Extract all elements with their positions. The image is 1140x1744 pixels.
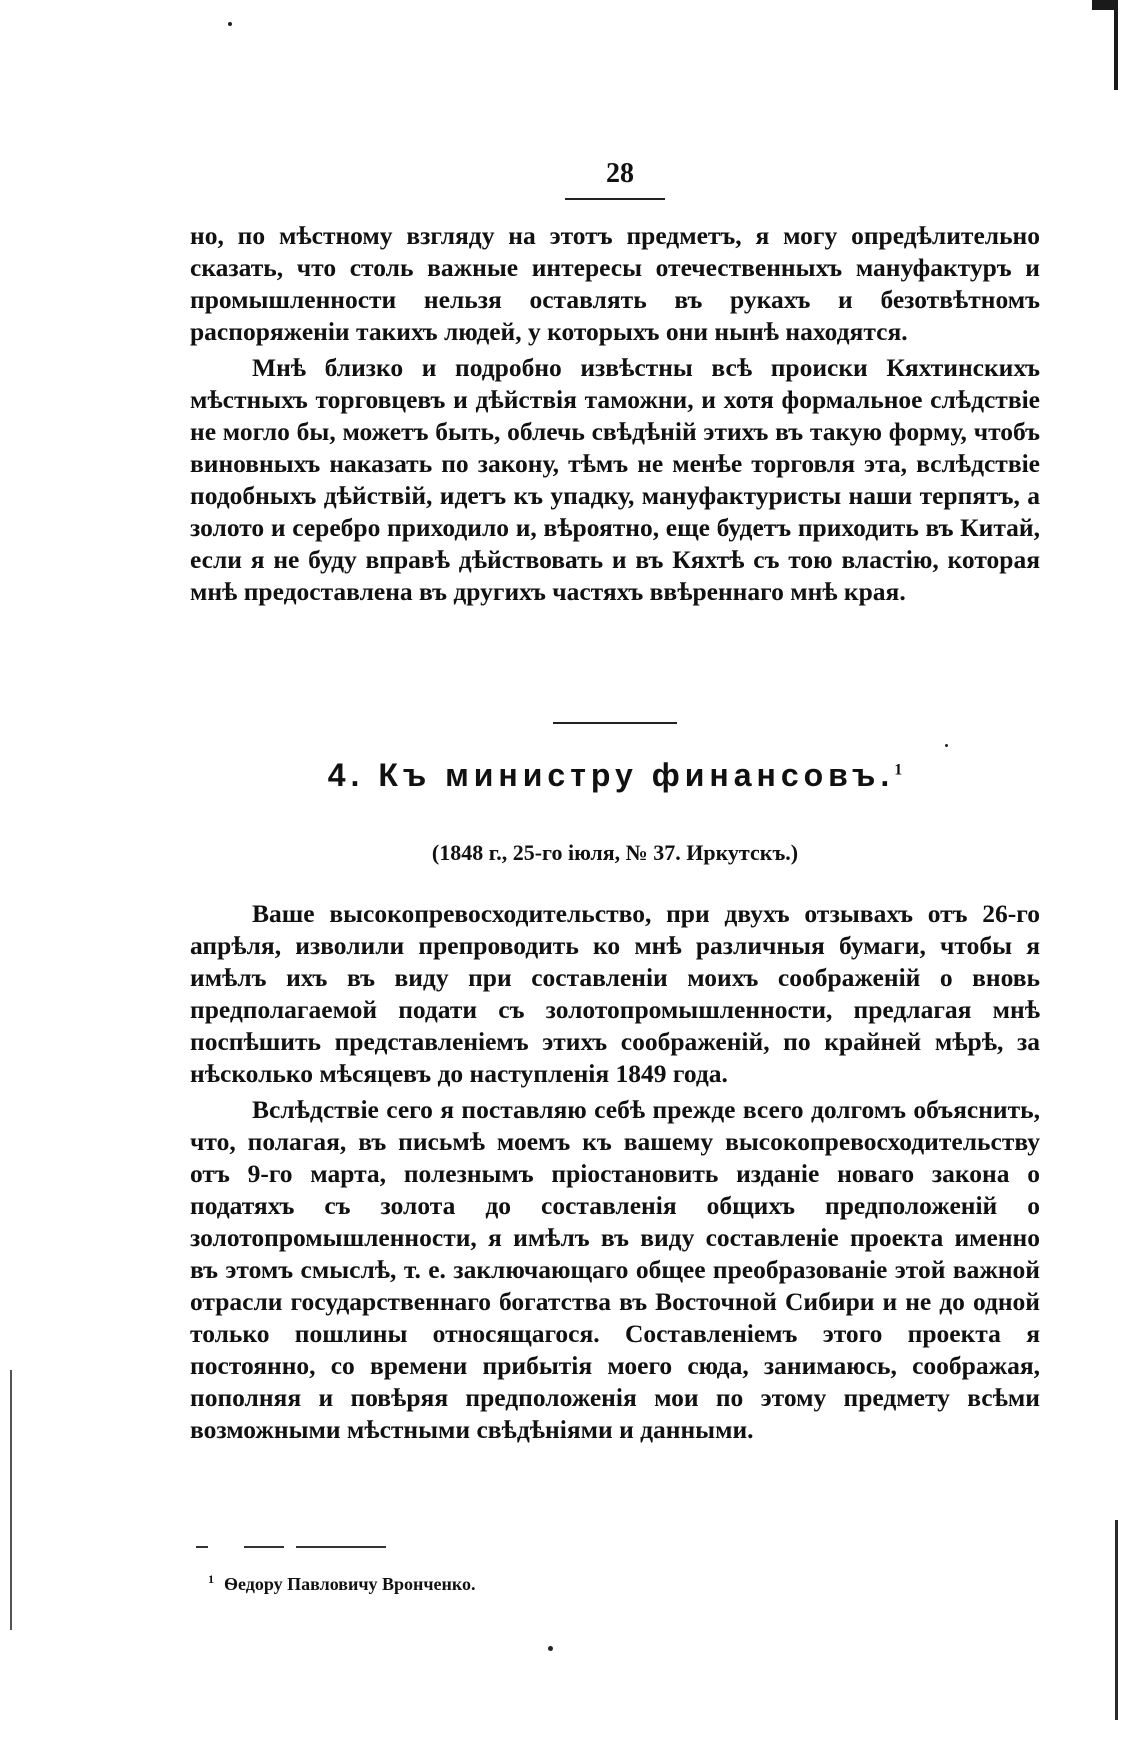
footnote-separator xyxy=(244,1546,284,1548)
paragraph-kyakhta: Мнѣ близко и подробно извѣстны всѣ происки Кяхтинскихъ мѣстныхъ торговцевъ и дѣйствія таможни, и хотя формальное слѣдствіе не могло бы, можетъ быть, облечь свѣдѣній этихъ въ такую форму, чтобъ виновныхъ наказать по закону, тѣмъ не менѣе торговля эта, вслѣдствіе подобныхъ дѣйствій, идетъ къ упадку, мануфактуристы наши терпятъ, а золото и серебро приходило и, вѣроятно, еще будетъ приходить въ Китай, если я не буду вправѣ дѣйствовать и въ Кяхтѣ съ тою властію, которая мнѣ предоставлена въ другихъ частяхъ ввѣреннаго мнѣ края. xyxy=(190,353,1040,606)
scan-speck xyxy=(548,1646,553,1651)
scan-edge-mark xyxy=(1115,1520,1118,1720)
footnote-mark: 1 xyxy=(208,1572,214,1586)
footnote-separator xyxy=(296,1546,386,1548)
scan-edge-mark xyxy=(1114,0,1118,90)
section-heading xyxy=(190,757,1040,794)
section-divider xyxy=(553,722,677,724)
footnote-separator xyxy=(196,1546,208,1548)
footnote xyxy=(208,1572,808,1595)
letter-dateline: (1848 г., 25-го іюля, № 37. Иркутскъ.) xyxy=(431,840,799,865)
scan-speck xyxy=(945,744,948,747)
scan-edge-mark xyxy=(10,1370,12,1630)
footnote-reference: 1 xyxy=(894,761,903,779)
letter-paragraph-2: Вслѣдствіе сего я поставляю себѣ прежде всего долгомъ объяснить, что, полагая, въ письмѣ моемъ къ вашему высокопревосходительству отъ 9-го марта, полезнымъ пріостановить изданіе новаго закона о податяхъ съ золота до составленія общихъ предположеній о золотопромышленности, я имѣлъ въ виду составленіе проекта именно въ этомъ смыслѣ, т. е. заключающаго общее преобразованіе этой важной отрасли государственнаго богатства въ Восточной Сибири и не до одной только пошлины относящагося. Составленіемъ этого проекта я постоянно, со времени прибытія моего сюда, занимаюсь, соображая, пополняя и повѣряя предположенія мои по этому предмету всѣми возможными мѣстными свѣдѣніями и данными. xyxy=(190,1095,1040,1444)
paragraph-continuation: но, по мѣстному взгляду на этотъ предметъ, я могу опредѣлительно сказать, что столь важные интересы отечественныхъ мануфактуръ и промышленности нельзя оставлять въ рукахъ и безотвѣтномъ распоряженіи такихъ людей, у которыхъ они нынѣ находятся. xyxy=(190,221,1040,346)
footnote-text: Ѳедору Павловичу Вронченко. xyxy=(224,1574,476,1594)
scan-speck xyxy=(228,22,232,26)
page-number: 28 xyxy=(606,158,634,189)
letter-paragraph-1: Ваше высокопревосходительство, при двухъ отзывахъ отъ 26-го апрѣля, изволили препроводить ко мнѣ различныя бумаги, чтобы я имѣлъ ихъ въ виду при составленіи моихъ соображеній о вновь предполагаемой подати съ золотопромышленности, предлагая мнѣ поспѣшить представленіемъ этихъ соображеній, по крайней мѣрѣ, за нѣсколько мѣсяцевъ до наступленія 1849 года. xyxy=(190,899,1040,1088)
section-title: 4. Къ министру финансовъ. xyxy=(327,757,895,793)
page-number-rule xyxy=(565,198,665,200)
text-block-top xyxy=(190,220,1040,608)
text-block-letter xyxy=(190,898,1040,1446)
